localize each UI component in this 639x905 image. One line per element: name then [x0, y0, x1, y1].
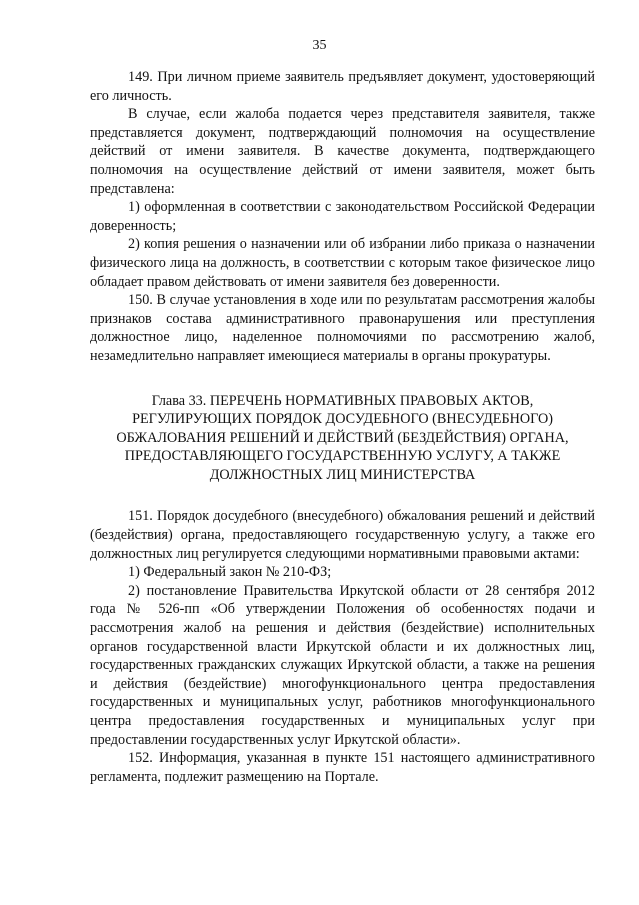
list-item-2: 2) копия решения о назначении или об избрании либо приказа о назначении физического лица на должность, в соответствии с которым такое физическое лицо обладает правом действовать от имени заявителя без доверенности. [90, 236, 595, 290]
chapter-heading-line: РЕГУЛИРУЮЩИХ ПОРЯДОК ДОСУДЕБНОГО (ВНЕСУДЕБНОГО) [132, 411, 553, 428]
page-number: 35 [312, 38, 327, 53]
paragraph-152: 152. Информация, указанная в пункте 151 настоящего административного регламента, подлежит размещению на Портале. [90, 750, 595, 785]
chapter-heading-line: ПРЕДОСТАВЛЯЮЩЕГО ГОСУДАРСТВЕННУЮ УСЛУГУ, А ТАКЖЕ [124, 448, 561, 465]
paragraph-151: 151. Порядок досудебного (внесудебного) обжалования решений и действий (бездействия) органа, предоставляющего государственную услугу, а также его должностных лиц регулируется следующими нормативными правовыми актами: [90, 508, 595, 562]
chapter-heading-line: ДОЛЖНОСТНЫХ ЛИЦ МИНИСТЕРСТВА [209, 466, 476, 483]
document-body [90, 68, 595, 786]
chapter-heading [90, 392, 595, 485]
paragraph-150: 150. В случае установления в ходе или по результатам рассмотрения жалобы признаков состава административного правонарушения или преступления должностное лицо, наделенное полномочиями по рассмотрению жалоб, незамедлительно направляет имеющиеся материалы в органы прокуратуры. [90, 292, 595, 364]
chapter-heading-line: Глава 33. ПЕРЕЧЕНЬ НОРМАТИВНЫХ ПРАВОВЫХ АКТОВ, [151, 392, 534, 409]
chapter-heading-line: ОБЖАЛОВАНИЯ РЕШЕНИЙ И ДЕЙСТВИЙ (БЕЗДЕЙСТВИЯ) ОРГАНА, [116, 429, 569, 446]
paragraph-representative: В случае, если жалоба подается через представителя заявителя, также представляется документ, подтверждающий полномочия на осуществление действий от имени заявителя. В качестве документа, подтверждающего полномочия на осуществление действий от имени заявителя, может быть представлена: [90, 106, 595, 197]
list-item-1: 1) оформленная в соответствии с законодательством Российской Федерации доверенность; [90, 199, 595, 234]
list-item-law: 1) Федеральный закон № 210-ФЗ; [128, 564, 332, 581]
paragraph-149: 149. При личном приеме заявитель предъявляет документ, удостоверяющий его личность. [90, 69, 595, 104]
list-item-resolution: 2) постановление Правительства Иркутской области от 28 сентября 2012 года № 526-пп «Об утверждении Положения об особенностях подачи и рассмотрения жалоб на решения и действия (бездействие) исполнительных органов государственной власти Иркутской области и их должностных лиц, государственных гражданских служащих Иркутской области, а также на решения и действия (бездействие) многофункционального центра предоставления государственных и муниципальных услуг, работников многофункционального центра предоставления государственных и муниципальных услуг при предоставлении государственных услуг Иркутской области». [90, 582, 595, 748]
